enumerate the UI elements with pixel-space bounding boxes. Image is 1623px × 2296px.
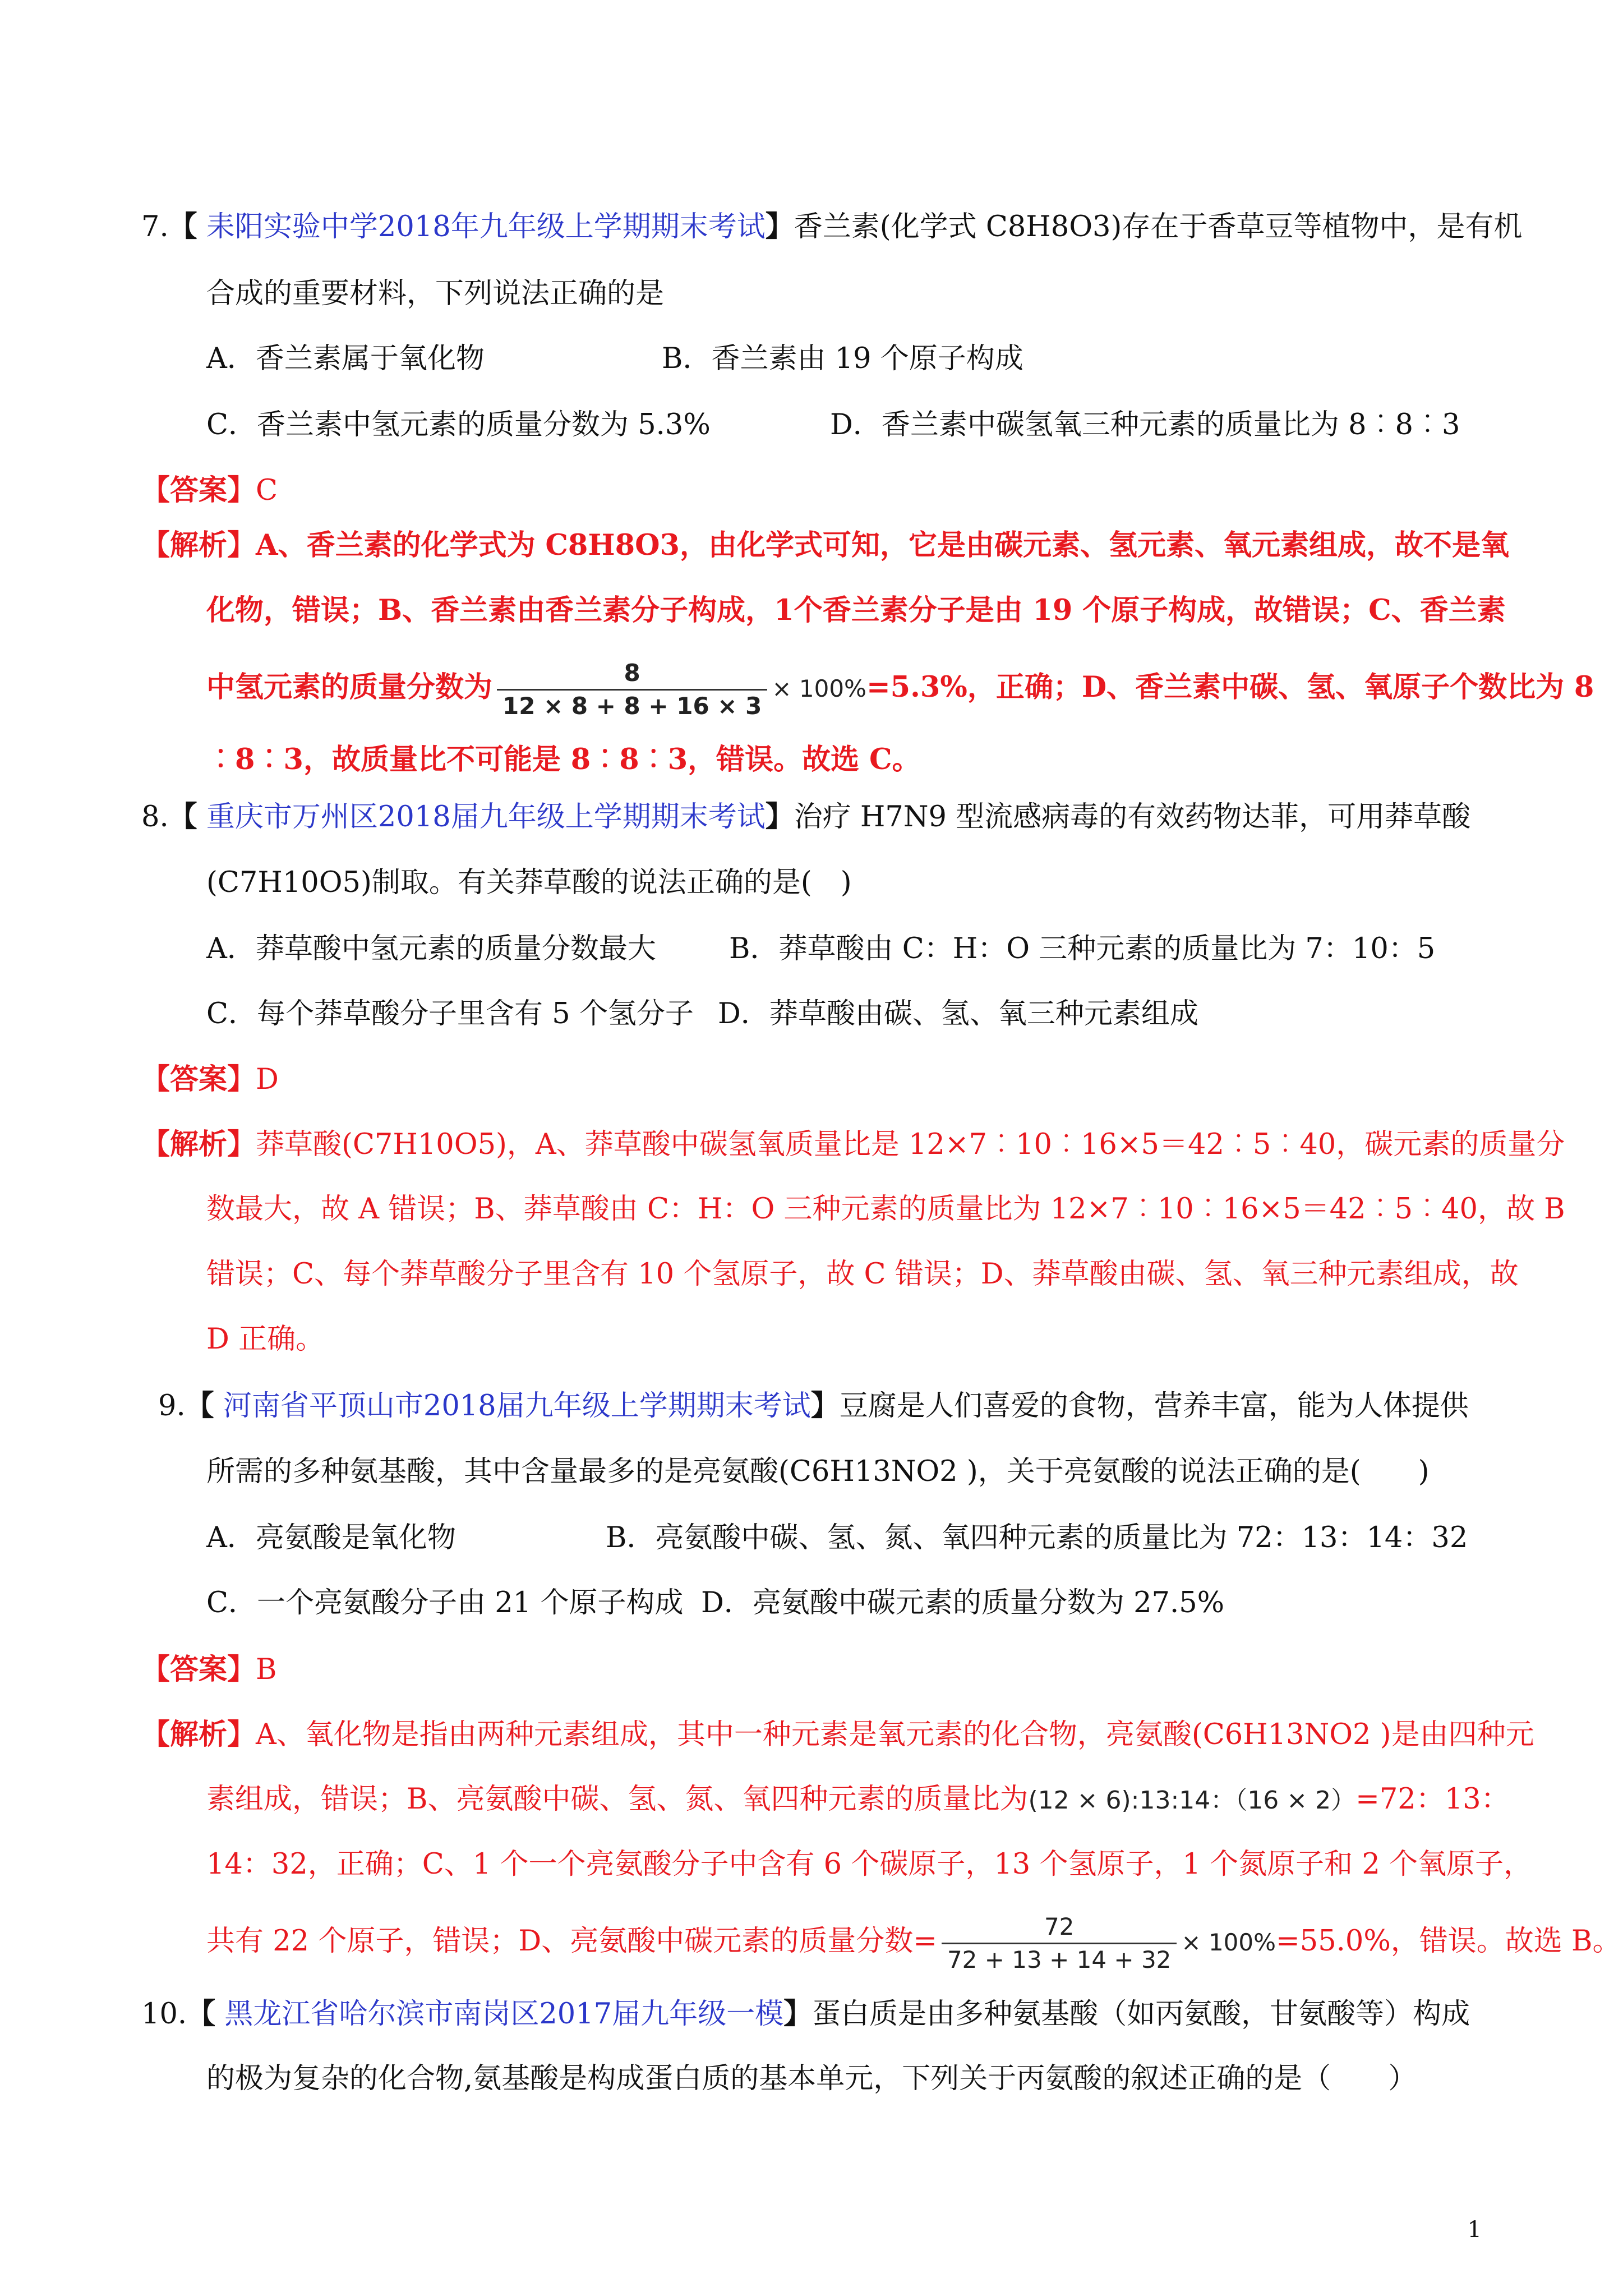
q8-option-a: A．莽草酸中氢元素的质量分数最大 <box>206 932 656 965</box>
analysis-label: 【解析】 <box>141 528 256 562</box>
fraction-denominator: 72 + 13 + 14 + 32 <box>942 1943 1177 1976</box>
q8-option-c: C．每个莽草酸分子里含有 5 个氢分子 <box>206 997 694 1030</box>
q10-stem-line1 <box>141 1996 1470 2032</box>
q7-stem-line1 <box>141 209 1522 245</box>
bracket-open: 【 <box>187 1997 216 2031</box>
q7-analysis-line2: 化物，错误；B、香兰素由香兰素分子构成，1个香兰素分子是由 19 个原子构成，故错误；C、香兰素 <box>206 593 1506 627</box>
q8-analysis-line1 <box>141 1126 1565 1163</box>
bracket-open: 【 <box>168 210 197 243</box>
q7-option-c: C．香兰素中氢元素的质量分数为 5.3% <box>206 408 711 441</box>
q9-analysis-line2 <box>206 1782 1510 1819</box>
question-number: 10. <box>141 1998 187 2031</box>
q9-option-c: C．一个亮氨酸分子由 21 个原子构成 <box>206 1586 684 1619</box>
question-source: 耒阳实验中学2018年九年级上学期期末考试 <box>197 210 766 243</box>
mass-fraction-formula <box>497 657 767 722</box>
q7-analysis-line1 <box>141 527 1509 563</box>
answer-label: 【答案】 <box>141 1653 256 1686</box>
analysis-text: =5.3%，正确；D、香兰素中碳、氢、氧原子个数比为 8 <box>866 670 1594 704</box>
question-source: 河南省平顶山市2018届九年级上学期期末考试 <box>214 1389 811 1423</box>
page-number: 1 <box>1467 2217 1482 2243</box>
question-number: 7. <box>141 210 169 243</box>
analysis-text: A、香兰素的化学式为 C8H8O3，由化学式可知，它是由碳元素、氢元素、氧元素组成，故不是氧 <box>256 528 1510 562</box>
q7-option-a: A．香兰素属于氧化物 <box>206 342 485 375</box>
q8-analysis-line3: 错误；C、每个莽草酸分子里含有 10 个氢原子，故 C 错误；D、莽草酸由碳、氢、氧三种元素组成，故 <box>206 1258 1519 1291</box>
bracket-close: 】 <box>765 210 794 243</box>
analysis-text: A、氧化物是指由两种元素组成，其中一种元素是氧元素的化合物，亮氨酸(C6H13NO2 )是由四种元 <box>256 1718 1534 1751</box>
q8-answer <box>141 1061 279 1098</box>
answer-value: D <box>256 1063 279 1096</box>
carbon-fraction-formula <box>942 1911 1177 1976</box>
q8-stem-line2: (C7H10O5)制取。有关莽草酸的说法正确的是( ) <box>206 866 852 899</box>
bracket-open: 【 <box>168 800 197 834</box>
q7-answer <box>141 472 278 509</box>
question-stem: 蛋白质是由多种氨基酸（如丙氨酸，甘氨酸等）构成 <box>812 1998 1470 2031</box>
q9-analysis-line1 <box>141 1717 1534 1753</box>
q9-stem-line2: 所需的多种氨基酸，其中含量最多的是亮氨酸(C6H13NO2 )，关于亮氨酸的说法正确的是( ) <box>206 1455 1430 1488</box>
fraction-multiplier: × 100% <box>772 675 866 702</box>
analysis-text: =72：13： <box>1355 1783 1510 1816</box>
question-stem: 治疗 H7N9 型流感病毒的有效药物达菲，可用莽草酸 <box>794 800 1471 834</box>
q7-option-d: D．香兰素中碳氢氧三种元素的质量比为 8︰8︰3 <box>830 408 1460 441</box>
q9-analysis-line3: 14：32，正确；C、1 个一个亮氨酸分子中含有 6 个碳原子，13 个氢原子，1 个氮原子和 2 个氧原子， <box>206 1848 1532 1881</box>
bracket-close: 】 <box>810 1389 840 1423</box>
q7-analysis-line4: ︰8︰3，故质量比不可能是 8︰8︰3，错误。故选 C。 <box>206 743 921 776</box>
q9-answer <box>141 1651 277 1688</box>
q9-option-b: B．亮氨酸中碳、氢、氮、氧四种元素的质量比为 72：13：14：32 <box>606 1521 1468 1554</box>
bracket-close: 】 <box>783 1997 813 2031</box>
bracket-open: 【 <box>185 1389 214 1423</box>
q10-stem-line2: 的极为复杂的化合物,氨基酸是构成蛋白质的基本单元，下列关于丙氨酸的叙述正确的是（ ） <box>206 2062 1417 2095</box>
fraction-multiplier: × 100% <box>1181 1929 1276 1956</box>
analysis-label: 【解析】 <box>141 1718 256 1751</box>
analysis-text: =55.0%，错误。故选 B。 <box>1276 1925 1621 1958</box>
q8-stem-line1 <box>141 799 1470 835</box>
answer-label: 【答案】 <box>141 1062 256 1096</box>
q8-analysis-line4: D 正确。 <box>206 1323 325 1356</box>
q9-option-a: A．亮氨酸是氧化物 <box>206 1521 456 1554</box>
question-source: 重庆市万州区2018届九年级上学期期末考试 <box>197 800 766 834</box>
question-source: 黑龙江省哈尔滨市南岗区2017届九年级一模 <box>215 1998 784 2031</box>
fraction-numerator: 8 <box>624 659 640 687</box>
q7-stem-line2: 合成的重要材料，下列说法正确的是 <box>206 277 665 310</box>
q7-option-b: B．香兰素由 19 个原子构成 <box>662 342 1023 375</box>
question-stem: 豆腐是人们喜爱的食物，营养丰富，能为人体提供 <box>839 1389 1469 1423</box>
analysis-text: 共有 22 个原子，错误；D、亮氨酸中碳元素的质量分数= <box>206 1925 937 1958</box>
q8-option-d: D．莽草酸由碳、氢、氧三种元素组成 <box>718 997 1198 1030</box>
question-number: 9. <box>158 1389 186 1423</box>
analysis-text: 中氢元素的质量分数为 <box>206 670 493 704</box>
q7-analysis-line3 <box>206 645 1594 731</box>
answer-value: B <box>256 1653 277 1686</box>
q8-analysis-line2: 数最大，故 A 错误；B、莽草酸由 C：H：O 三种元素的质量比为 12×7︰10︰16×5＝42︰5︰40，故 B <box>206 1193 1565 1226</box>
analysis-text: 素组成，错误；B、亮氨酸中碳、氢、氮、氧四种元素的质量比为 <box>206 1783 1029 1816</box>
question-number: 8. <box>141 800 169 834</box>
analysis-label: 【解析】 <box>141 1128 256 1161</box>
q9-analysis-line4 <box>206 1899 1621 1985</box>
q9-stem-line1 <box>158 1388 1469 1424</box>
mass-ratio-formula: (12 × 6):13:14：（16 × 2） <box>1028 1786 1356 1815</box>
question-stem: 香兰素(化学式 C8H8O3)存在于香草豆等植物中，是有机 <box>794 210 1523 243</box>
answer-label: 【答案】 <box>141 473 256 507</box>
fraction-denominator: 12 × 8 + 8 + 16 × 3 <box>497 689 767 722</box>
q9-option-d: D．亮氨酸中碳元素的质量分数为 27.5% <box>701 1586 1225 1619</box>
fraction-numerator: 72 <box>1044 1912 1075 1940</box>
q8-option-b: B．莽草酸由 C：H：O 三种元素的质量比为 7：10：5 <box>729 932 1436 965</box>
analysis-text: 莽草酸(C7H10O5)，A、莽草酸中碳氢氧质量比是 12×7︰10︰16×5＝42︰5︰40，碳元素的质量分 <box>256 1128 1565 1161</box>
bracket-close: 】 <box>765 800 794 834</box>
answer-value: C <box>256 474 278 507</box>
